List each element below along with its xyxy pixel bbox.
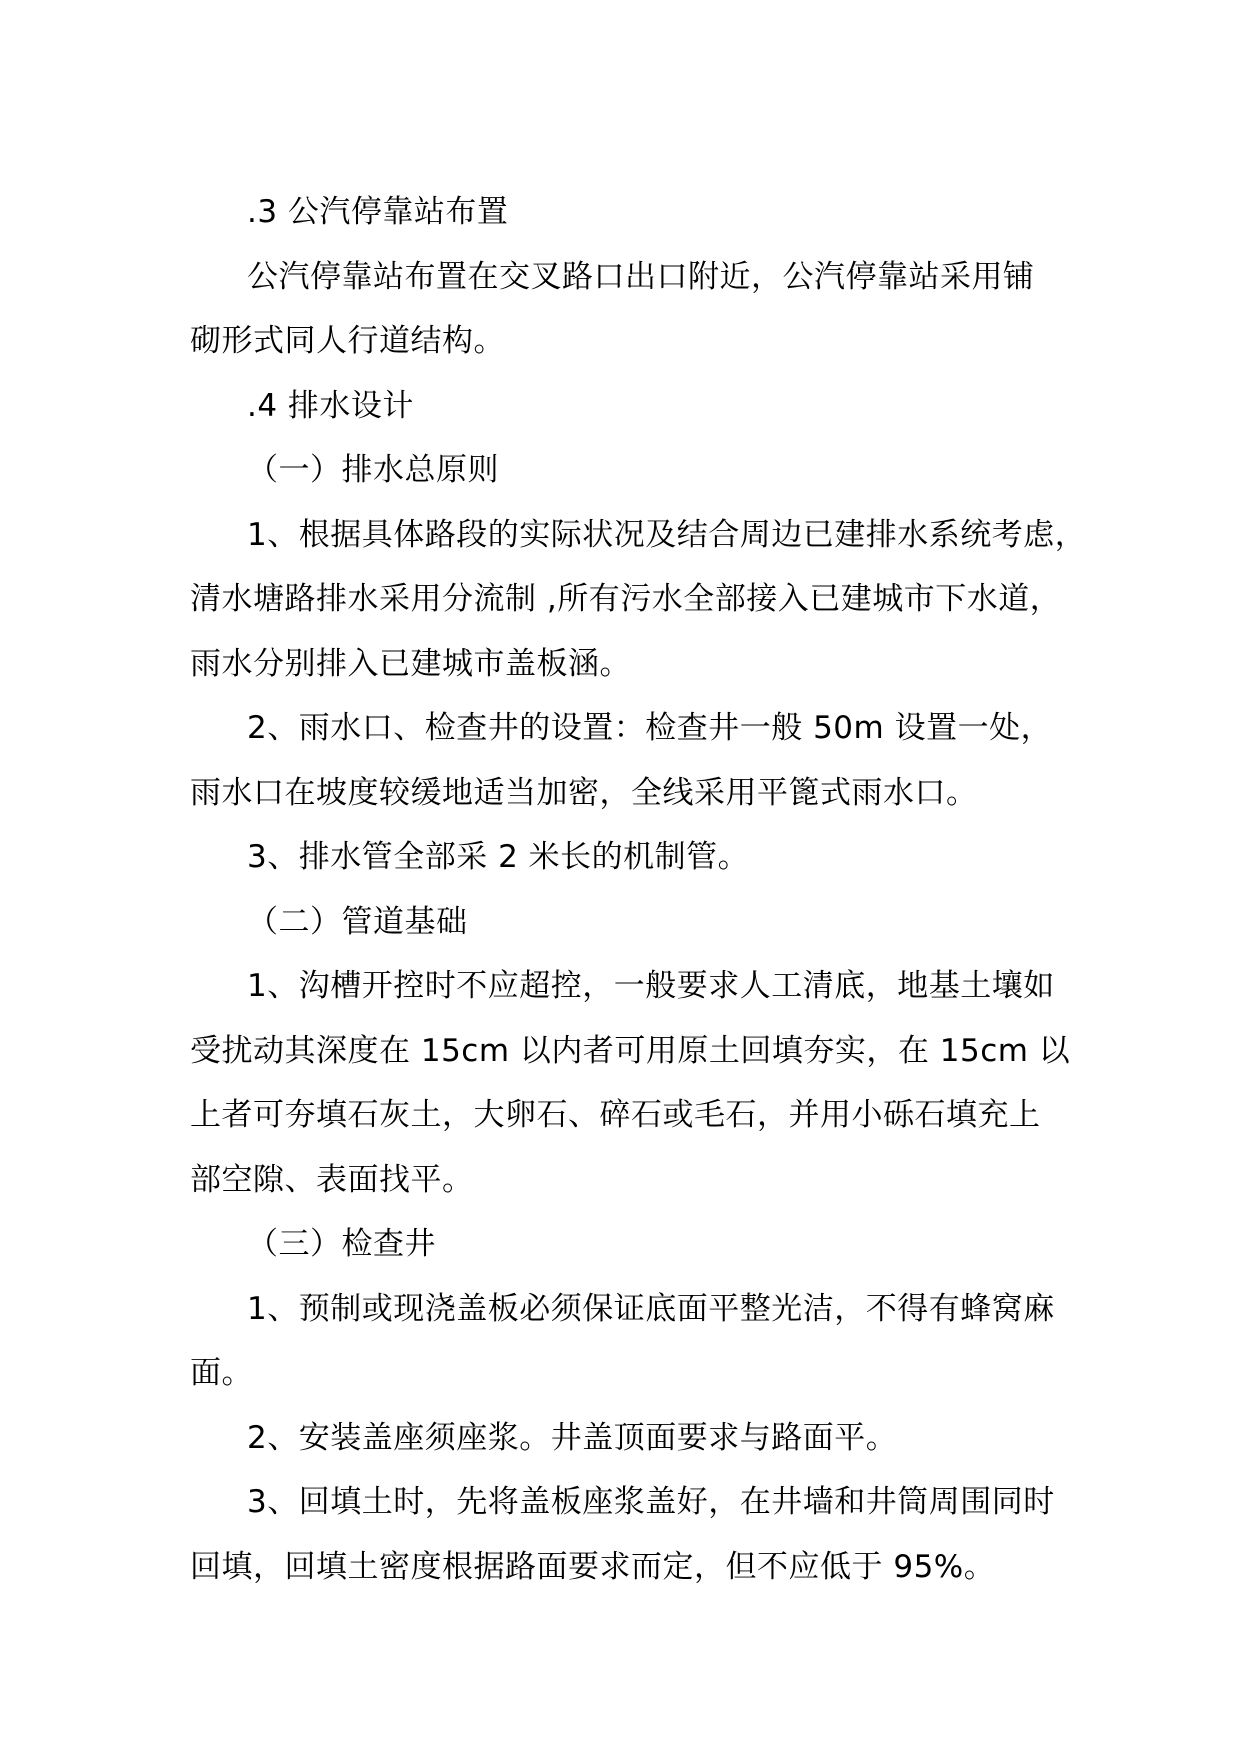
subsection-title-principles: （一）排水总原则 [247, 452, 499, 488]
list-item-principle-2 [190, 696, 1090, 825]
paragraph-line: 上者可夯填石灰土，大卵石、碎石或毛石，并用小砾石填充上 [190, 1097, 1041, 1133]
list-item-principle-1 [190, 503, 1090, 697]
list-item-well-1 [190, 1277, 1090, 1406]
list-item-well-2: 2、安装盖座须座浆。井盖顶面要求与路面平。 [247, 1419, 898, 1456]
paragraph-line: 3、回填土时，先将盖板座浆盖好，在井墙和井筒周围同时 [247, 1484, 1055, 1520]
paragraph-line: 雨水口在坡度较缓地适当加密，全线采用平篦式雨水口。 [190, 774, 978, 811]
paragraph-line: 1、预制或现浇盖板必须保证底面平整光洁，不得有蜂窝麻 [247, 1290, 1055, 1327]
paragraph-bus-stop [190, 245, 1090, 374]
list-item-foundation-1 [190, 954, 1090, 1212]
document-body [190, 180, 1090, 1599]
subsection-title-inspection-well: （三）检查井 [247, 1226, 436, 1262]
paragraph-line: 回填，回填土密度根据路面要求而定，但不应低于 95%。 [190, 1548, 996, 1585]
section-heading-drainage: .4 排水设计 [247, 387, 414, 424]
subsection-title-pipe-foundation: （二）管道基础 [247, 903, 468, 940]
paragraph-line: 受扰动其深度在 15cm 以内者可用原土回填夯实，在 15cm 以 [190, 1032, 1071, 1069]
paragraph-line: 公汽停靠站布置在交叉路口出口附近，公汽停靠站采用铺 [247, 258, 1035, 295]
paragraph-line: 面。 [190, 1355, 253, 1391]
list-item-principle-3: 3、排水管全部采 2 米长的机制管。 [247, 839, 750, 875]
section-heading-bus-stop: .3 公汽停靠站布置 [247, 194, 509, 230]
paragraph-line: 1、沟槽开控时不应超控，一般要求人工清底，地基土壤如 [247, 968, 1055, 1004]
paragraph-line: 雨水分别排入已建城市盖板涵。 [190, 645, 631, 682]
paragraph-line: 2、雨水口、检查井的设置：检查井一般 50m 设置一处， [247, 710, 1053, 746]
paragraph-line: 1、根据具体路段的实际状况及结合周边已建排水系统考虑， [247, 516, 1087, 553]
paragraph-line: 部空隙、表面找平。 [190, 1161, 474, 1198]
paragraph-line: 清水塘路排水采用分流制 ,所有污水全部接入已建城市下水道， [190, 581, 1062, 617]
paragraph-line: 砌形式同人行道结构。 [190, 323, 505, 359]
list-item-well-3 [190, 1470, 1090, 1599]
